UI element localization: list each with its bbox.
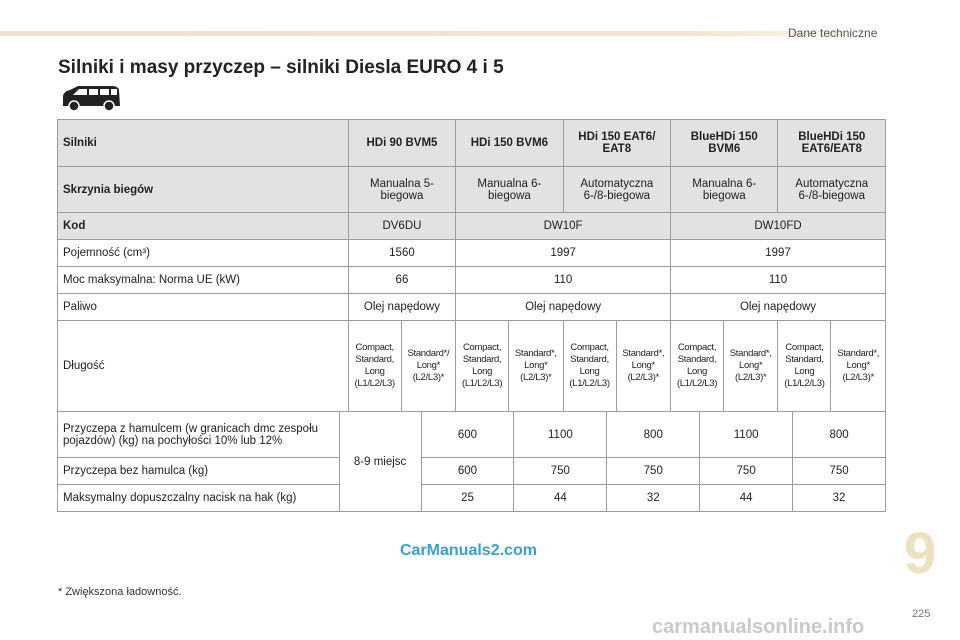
row-label: Skrzynia biegów	[58, 167, 349, 213]
row-label: Przyczepa bez hamulca (kg)	[58, 458, 340, 485]
header-bar	[0, 31, 845, 36]
row-label: Paliwo	[58, 294, 349, 321]
row-label: Pojemność (cm³)	[58, 240, 349, 267]
row-label: Przyczepa z hamulcem (w granicach dmc zespołu pojazdów) (kg) na pochyłości 10% lub 12%	[58, 412, 340, 458]
chapter-number: 9	[904, 521, 937, 586]
row-length: Długość Compact, Standard, Long (L1/L2/L3) Standard*/ Long* (L2/L3)* Compact, Standard, Long (L1/L2/L3) Standard*, Long* (L2/L3)* Compact, Standard, Long (L1/L2/L3) Standard*, Long* (L2/L3)* Compact, Standard, Long (L1/L2/L3) Standard*, Long* (L2/L3)* Compact, Standard, Long (L1/L2/L3) Standard*, Long* (L2/L3)*	[58, 321, 886, 412]
row-label: Kod	[58, 213, 349, 240]
row-power: Moc maksymalna: Norma UE (kW) 66 110 110	[58, 267, 886, 294]
row-engines: Silniki HDi 90 BVM5 HDi 150 BVM6 HDi 150 EAT6/ EAT8 BlueHDi 150 BVM6 BlueHDi 150 EAT6/EAT8	[58, 120, 886, 167]
page-number: 225	[912, 608, 931, 620]
van-icon	[60, 84, 122, 112]
row-label: Maksymalny dopuszczalny nacisk na hak (kg)	[58, 485, 340, 512]
row-fuel: Paliwo Olej napędowy Olej napędowy Olej napędowy	[58, 294, 886, 321]
section-title: Dane techniczne	[788, 26, 878, 40]
row-braked-trailer: Przyczepa z hamulcem (w granicach dmc zespołu pojazdów) (kg) na pochyłości 10% lub 12% 8-9 miejsc 600 1100 800 1100 800	[58, 412, 886, 458]
seats-cell: 8-9 miejsc	[339, 412, 421, 512]
watermark: carmanualsonline.info	[652, 616, 865, 638]
row-label: Silniki	[58, 120, 349, 167]
engine-trailer-table	[57, 119, 886, 412]
row-capacity: Pojemność (cm³) 1560 1997 1997	[58, 240, 886, 267]
row-unbraked-trailer: Przyczepa bez hamulca (kg) 600 750 750 750 750	[58, 458, 886, 485]
row-label: Moc maksymalna: Norma UE (kW)	[58, 267, 349, 294]
row-gearbox: Skrzynia biegów Manualna 5-biegowa Manualna 6-biegowa Automatyczna 6-/8-biegowa Manualna 6-biegowa Automatyczna 6-/8-biegowa	[58, 167, 886, 213]
row-code: Kod DV6DU DW10F DW10FD	[58, 213, 886, 240]
row-hitch-load: Maksymalny dopuszczalny nacisk na hak (kg) 25 44 32 44 32	[58, 485, 886, 512]
footnote: * Zwiększona ładowność.	[58, 586, 182, 598]
row-label: Długość	[58, 321, 349, 412]
trailer-mass-table	[57, 411, 886, 512]
page-title: Silniki i masy przyczep – silniki Diesla EURO 4 i 5	[58, 57, 504, 78]
watermark: CarManuals2.com	[400, 542, 537, 559]
